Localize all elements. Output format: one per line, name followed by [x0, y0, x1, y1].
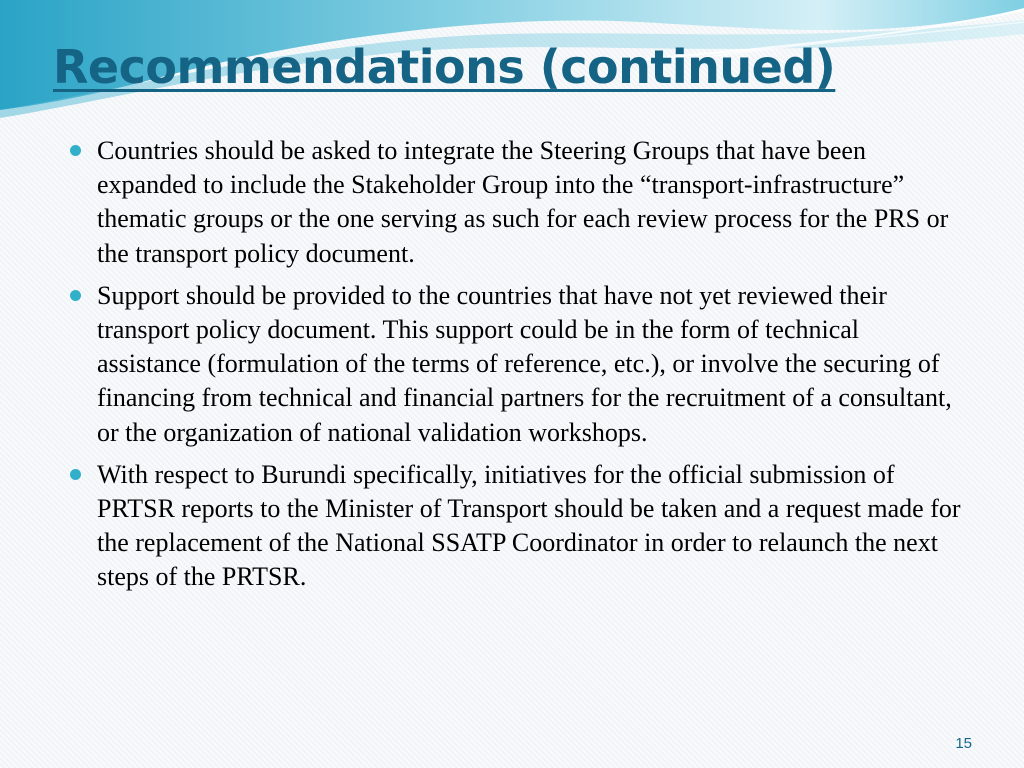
bullet-item	[68, 279, 968, 450]
slide-title: Recommendations (continued)	[53, 40, 836, 94]
bullet-text: Countries should be asked to integrate the Steering Groups that have been expanded to include the Stakeholder Group into the “transport-infrastructure” thematic groups or the one serving as such for each review process for the PRS or the transport policy document.	[97, 136, 949, 268]
bullet-icon	[70, 469, 81, 480]
bullet-item	[68, 458, 968, 595]
bullet-list	[68, 134, 968, 603]
page-number: 15	[955, 735, 972, 752]
bullet-text: With respect to Burundi specifically, initiatives for the official submission of PRTSR reports to the Minister of Transport should be taken and a request made for the replacement of the National SSATP Coordinator in order to relaunch the next steps of the PRTSR.	[97, 459, 961, 592]
bullet-item	[68, 134, 968, 271]
bullet-text: Support should be provided to the countries that have not yet reviewed their transport policy document. This support could be in the form of technical assistance (formulation of the terms of reference, etc.), or involve the securing of financing from technical and financial partners for the recruitment of a consultant, or the organization of national validation workshops.	[97, 280, 952, 447]
bullet-icon	[70, 145, 81, 156]
bullet-icon	[70, 290, 81, 301]
